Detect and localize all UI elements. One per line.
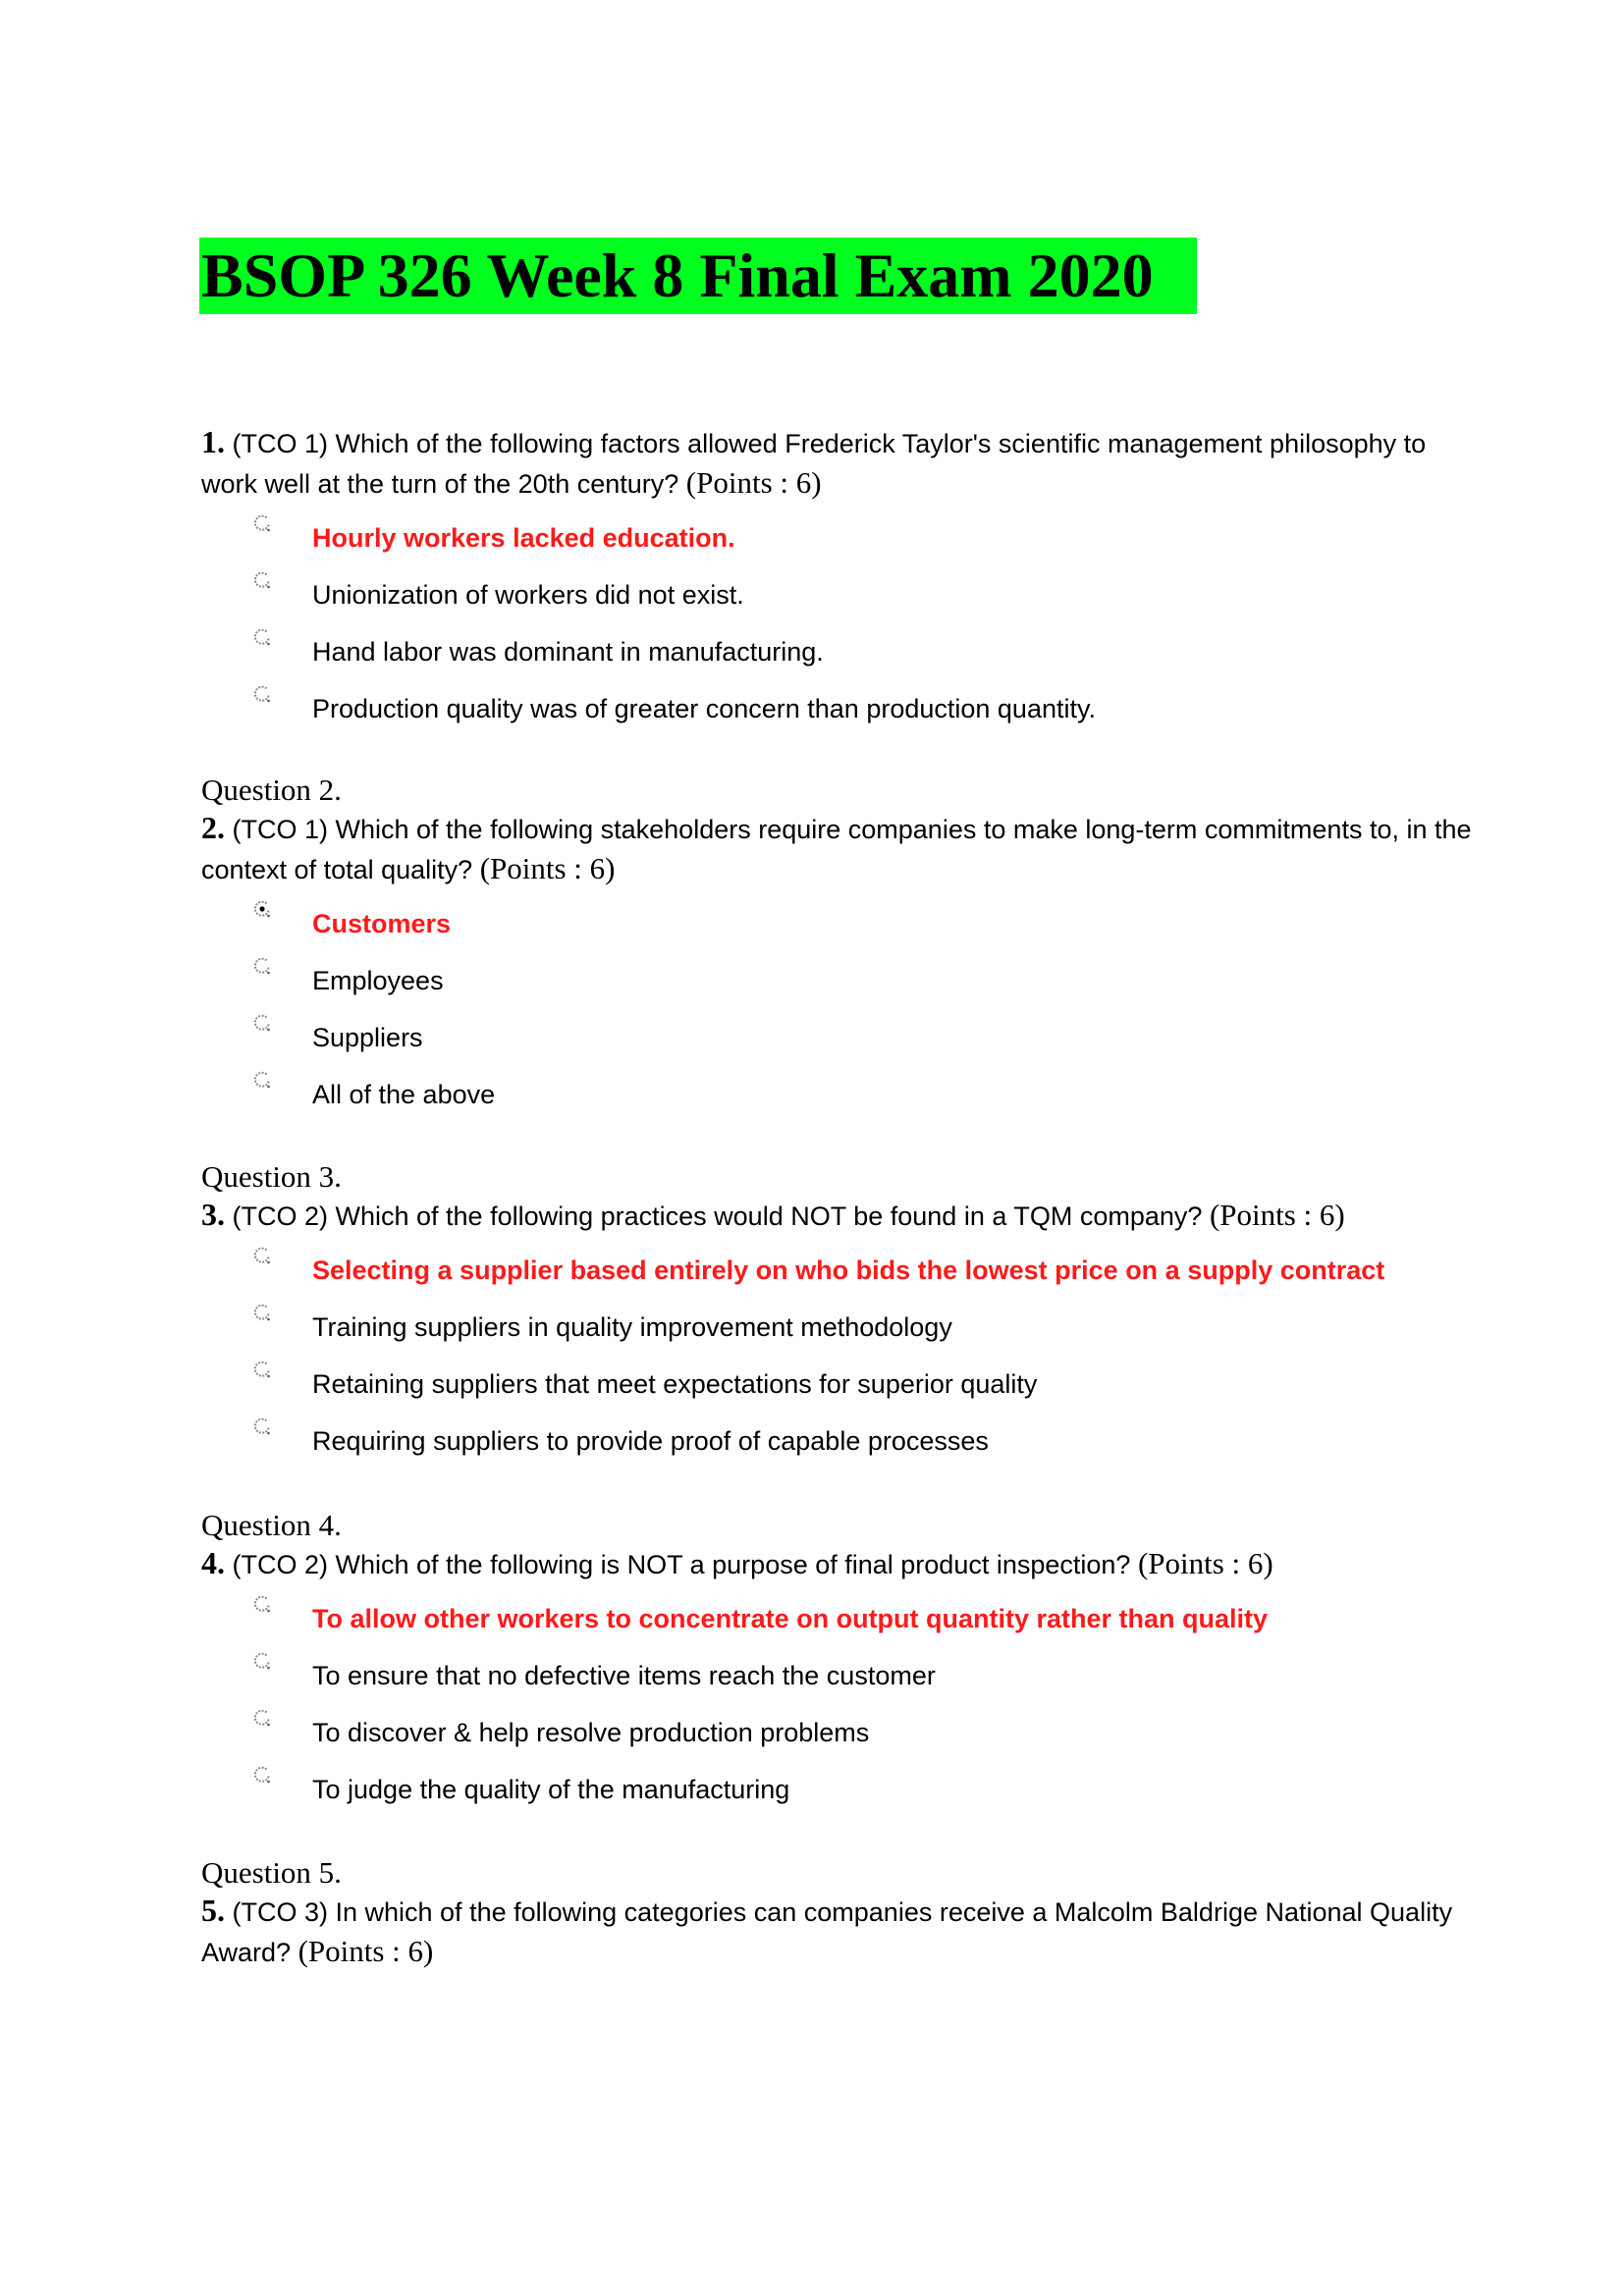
answer-options <box>201 1590 1478 1818</box>
question-number: 5. <box>201 1893 225 1928</box>
question-number: 1. <box>201 424 225 459</box>
radio-icon[interactable] <box>252 623 272 643</box>
answer-option-label: Requiring suppliers to provide proof of capable processes <box>312 1426 989 1456</box>
radio-icon[interactable] <box>252 509 272 529</box>
question-header: Question 2. <box>201 773 342 807</box>
answer-option-label: Production quality was of greater concern than production quantity. <box>312 694 1096 723</box>
radio-icon[interactable] <box>252 1009 272 1029</box>
answer-option[interactable] <box>201 680 1478 737</box>
answer-option[interactable] <box>201 1704 1478 1761</box>
answer-option[interactable] <box>201 895 1478 952</box>
answer-option[interactable] <box>201 1356 1478 1413</box>
answer-option-label: To judge the quality of the manufacturing <box>312 1775 790 1804</box>
question-number: 3. <box>201 1197 225 1232</box>
radio-icon[interactable] <box>252 1704 272 1724</box>
question-prompt: (TCO 3) In which of the following categories can companies receive a Malcolm Baldrige National Quality Award? <box>201 1897 1453 1967</box>
answer-option-label: To discover & help resolve production problems <box>312 1718 870 1747</box>
answer-option-label: Hourly workers lacked education. <box>312 523 735 553</box>
answer-options <box>201 895 1478 1123</box>
answer-option-label: Suppliers <box>312 1023 423 1052</box>
answer-option-label: To ensure that no defective items reach the customer <box>312 1661 936 1690</box>
answer-option-label: Retaining suppliers that meet expectations for superior quality <box>312 1369 1038 1399</box>
question-prompt: (TCO 2) Which of the following practices would NOT be found in a TQM company? <box>225 1201 1203 1231</box>
question-points: (Points : 6) <box>1209 1198 1345 1232</box>
question-prompt: (TCO 2) Which of the following is NOT a purpose of final product inspection? <box>225 1550 1131 1579</box>
radio-icon[interactable] <box>252 1590 272 1610</box>
question-1 <box>201 423 1478 737</box>
question-text <box>201 423 1478 504</box>
radio-selected-icon[interactable] <box>252 895 272 915</box>
answer-option-label: Unionization of workers did not exist. <box>312 580 744 610</box>
radio-icon[interactable] <box>252 1647 272 1667</box>
radio-icon[interactable] <box>252 680 272 700</box>
answer-option[interactable] <box>201 566 1478 623</box>
radio-icon[interactable] <box>252 1761 272 1781</box>
radio-icon[interactable] <box>252 1242 272 1261</box>
answer-option[interactable] <box>201 952 1478 1009</box>
answer-option-label: Training suppliers in quality improvement methodology <box>312 1312 952 1342</box>
answer-option-label: Customers <box>312 909 452 938</box>
answer-option[interactable] <box>201 1299 1478 1356</box>
radio-icon[interactable] <box>252 566 272 586</box>
answer-option[interactable] <box>201 1066 1478 1123</box>
radio-icon[interactable] <box>252 1299 272 1318</box>
answer-option-label: Hand labor was dominant in manufacturing. <box>312 637 824 667</box>
question-number: 2. <box>201 810 225 845</box>
answer-option[interactable] <box>201 1009 1478 1066</box>
answer-option-label: All of the above <box>312 1080 496 1109</box>
answer-option-label: Selecting a supplier based entirely on who bids the lowest price on a supply contract <box>312 1255 1385 1285</box>
question-header: Question 3. <box>201 1159 342 1194</box>
radio-icon[interactable] <box>252 952 272 972</box>
answer-option[interactable] <box>201 1761 1478 1818</box>
question-text <box>201 1196 1478 1236</box>
question-header: Question 5. <box>201 1855 342 1890</box>
question-number: 4. <box>201 1545 225 1580</box>
answer-option[interactable] <box>201 1590 1478 1647</box>
answer-option[interactable] <box>201 623 1478 680</box>
question-points: (Points : 6) <box>1137 1546 1273 1580</box>
question-5 <box>201 1854 1478 1978</box>
answer-option-label: To allow other workers to concentrate on output quantity rather than quality <box>312 1604 1269 1633</box>
answer-options <box>201 1242 1478 1469</box>
answer-option[interactable] <box>201 1242 1478 1299</box>
answer-option[interactable] <box>201 509 1478 566</box>
answer-options <box>201 509 1478 737</box>
question-points: (Points : 6) <box>479 851 616 885</box>
answer-option-label: Employees <box>312 966 444 995</box>
question-points: (Points : 6) <box>298 1934 434 1968</box>
radio-icon[interactable] <box>252 1356 272 1375</box>
question-text <box>201 1544 1478 1584</box>
question-header: Question 4. <box>201 1508 342 1542</box>
answer-option[interactable] <box>201 1413 1478 1469</box>
page-title: BSOP 326 Week 8 Final Exam 2020 <box>199 238 1197 314</box>
radio-icon[interactable] <box>252 1413 272 1432</box>
question-prompt: (TCO 1) Which of the following stakeholders require companies to make long-term commitments to, in the context of total quality? <box>201 815 1472 884</box>
question-3 <box>201 1158 1478 1469</box>
question-2 <box>201 772 1478 1123</box>
question-points: (Points : 6) <box>685 465 822 500</box>
question-text <box>201 1892 1478 1972</box>
answer-option[interactable] <box>201 1647 1478 1704</box>
question-text <box>201 809 1478 889</box>
question-4 <box>201 1507 1478 1818</box>
question-prompt: (TCO 1) Which of the following factors allowed Frederick Taylor's scientific management philosophy to work well at the turn of the 20th century? <box>201 429 1427 499</box>
radio-icon[interactable] <box>252 1066 272 1086</box>
